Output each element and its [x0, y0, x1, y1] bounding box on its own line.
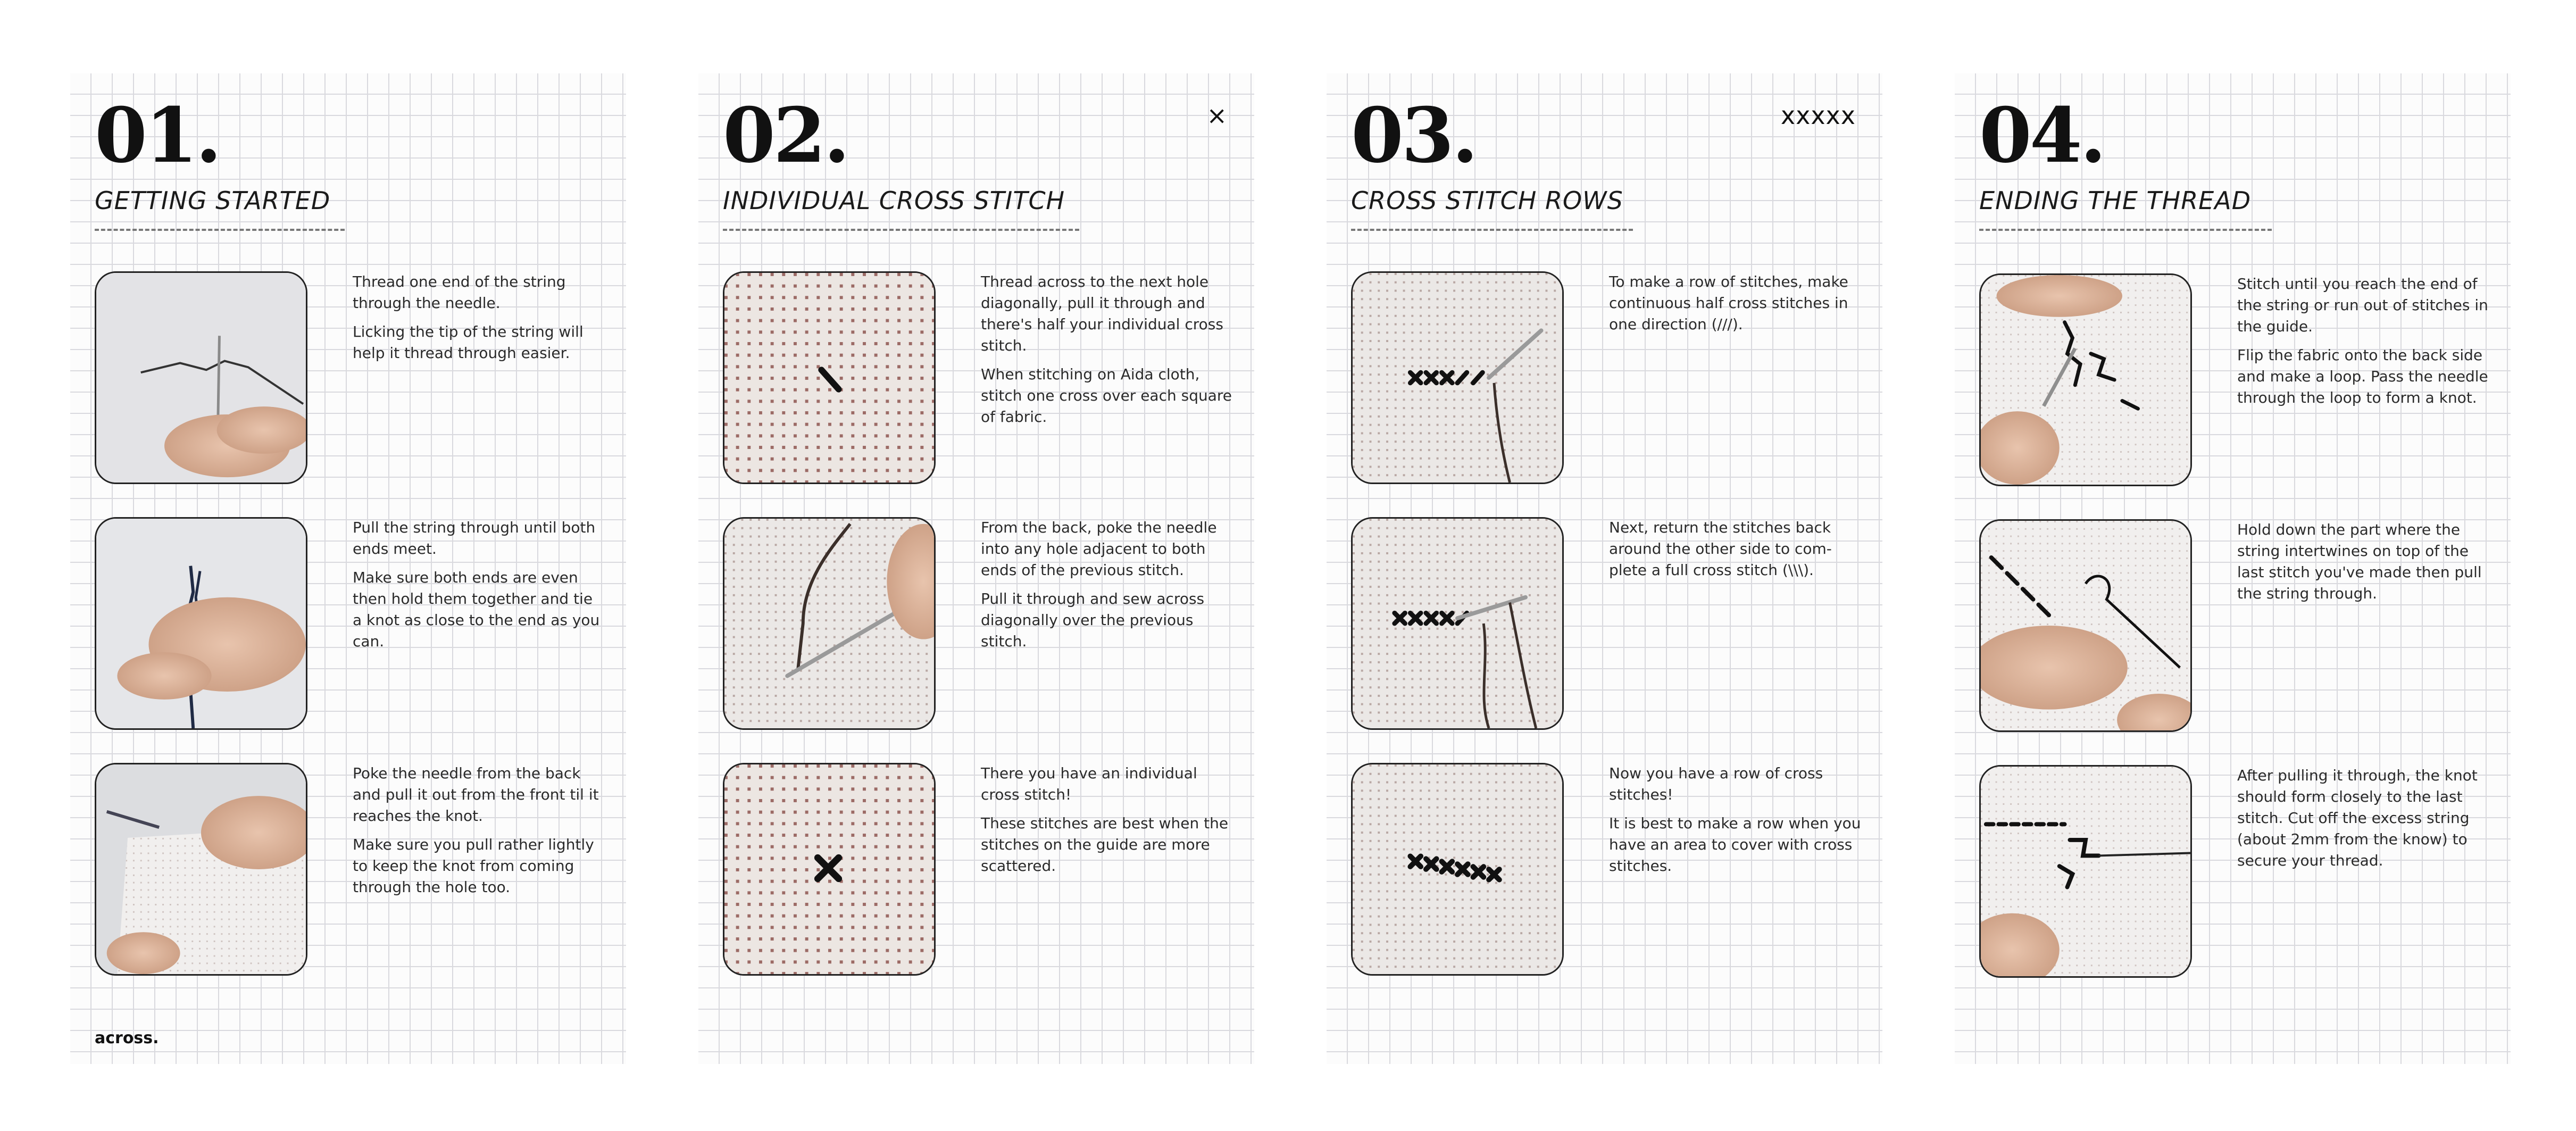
needle-back-photo: [723, 517, 936, 730]
step-item: [1351, 271, 1862, 487]
step-tip: Make sure you pull rather lightly to keep the knot from coming through the hole too.: [353, 836, 594, 896]
step-tip: It is best to make a row when you have an area to cover with cross stitches.: [1609, 814, 1861, 875]
step-instruction: Stitch until you reach the end of the string or run out of stitches in the guide.: [2237, 275, 2488, 335]
title-divider: [95, 229, 345, 231]
step-tip: Flip the fabric onto the back side and make a loop. Pass the needle through the loop to form a knot.: [2237, 346, 2488, 406]
cross-mark-icon: ×: [1206, 101, 1228, 130]
return-row-photo: [1351, 517, 1564, 730]
finished-row-photo: [1351, 763, 1564, 976]
step-text: [1609, 763, 1862, 884]
step-item: [723, 763, 1233, 978]
step-item: [723, 271, 1233, 487]
step-tip: Make sure both ends are even then hold them together and tie a knot as close to the end as you can.: [353, 569, 600, 650]
step-text: [353, 763, 605, 905]
section-title: INDIVIDUAL CROSS STITCH: [723, 186, 1065, 215]
step-text: [2237, 273, 2490, 416]
panel-ending-the-thread: [1955, 73, 2511, 1064]
section-title: GETTING STARTED: [95, 186, 331, 215]
step-text: [2237, 765, 2490, 879]
step-instruction: After pulling it through, the knot should form closely to the last stitch. Cut off the excess string (about 2mm from the know) to secure your thread.: [2237, 767, 2478, 869]
step-number: 02.: [723, 92, 848, 180]
step-instruction: Hold down the part where the string intertwines on top of the last stitch you've made then pull the string through.: [2237, 521, 2482, 602]
title-divider: [723, 229, 1079, 231]
cross-row-mark-icon: xxxxx: [1780, 101, 1856, 130]
title-divider: [1979, 229, 2272, 231]
step-item: [1351, 517, 1862, 733]
step-instruction: Poke the needle from the back and pull it out from the front til it reaches the knot.: [353, 764, 599, 825]
section-title: ENDING THE THREAD: [1979, 186, 2252, 215]
step-item: [1979, 519, 2490, 735]
step-number: 01.: [95, 92, 220, 180]
step-text: [353, 517, 605, 660]
step-item: [1979, 273, 2490, 489]
step-item: [95, 763, 605, 978]
step-text: [353, 271, 605, 371]
step-number: 04.: [1979, 92, 2105, 180]
back-loop-photo: [1979, 273, 2192, 486]
step-item: [723, 517, 1233, 733]
step-tip: Licking the tip of the string will help it thread through easier.: [353, 323, 583, 362]
panel-getting-started: [70, 73, 626, 1064]
step-item: [1979, 765, 2490, 980]
step-instruction: Thread across to the next hole diagonally, pull it through and there's half your individual cross stitch.: [981, 273, 1223, 354]
half-stitch-photo: [723, 271, 936, 484]
step-instruction: From the back, poke the needle into any hole adjacent to both ends of the previous stitch.: [981, 519, 1217, 579]
step-text: [1609, 517, 1862, 588]
step-tip: When stitching on Aida cloth, stitch one cross over each square of fabric.: [981, 365, 1232, 426]
step-text: [981, 271, 1233, 435]
panel-individual-cross-stitch: [698, 73, 1254, 1064]
step-tip: These stitches are best when the stitches on the guide are more scattered.: [981, 814, 1229, 875]
step-item: [95, 517, 605, 733]
section-title: CROSS STITCH ROWS: [1351, 186, 1623, 215]
title-divider: [1351, 229, 1633, 231]
step-text: [1609, 271, 1862, 343]
step-instruction: Now you have a row of cross stitches!: [1609, 764, 1823, 803]
step-number: 03.: [1351, 92, 1477, 180]
needle-threading-photo: [95, 271, 307, 484]
step-tip: Pull it through and sew across diagonally over the previous stitch.: [981, 590, 1205, 650]
panel-cross-stitch-rows: [1327, 73, 1882, 1064]
thread-ends-photo: [95, 517, 307, 730]
trim-knot-photo: [1979, 765, 2192, 978]
fabric-poke-photo: [95, 763, 307, 976]
brand-logo: across.: [95, 1029, 159, 1047]
step-instruction: Next, return the stitches back around the other side to com-plete a full cross stitch (\\\).: [1609, 519, 1832, 579]
step-instruction: There you have an individual cross stitch!: [981, 764, 1197, 803]
step-text: [2237, 519, 2490, 612]
step-text: [981, 763, 1233, 884]
step-item: [95, 271, 605, 487]
step-instruction: To make a row of stitches, make continuous half cross stitches in one direction (///).: [1609, 273, 1848, 333]
step-item: [1351, 763, 1862, 978]
step-text: [981, 517, 1233, 660]
full-cross-photo: [723, 763, 936, 976]
step-instruction: Thread one end of the string through the needle.: [353, 273, 566, 312]
half-row-photo: [1351, 271, 1564, 484]
step-instruction: Pull the string through until both ends meet.: [353, 519, 596, 558]
hold-pull-photo: [1979, 519, 2192, 732]
